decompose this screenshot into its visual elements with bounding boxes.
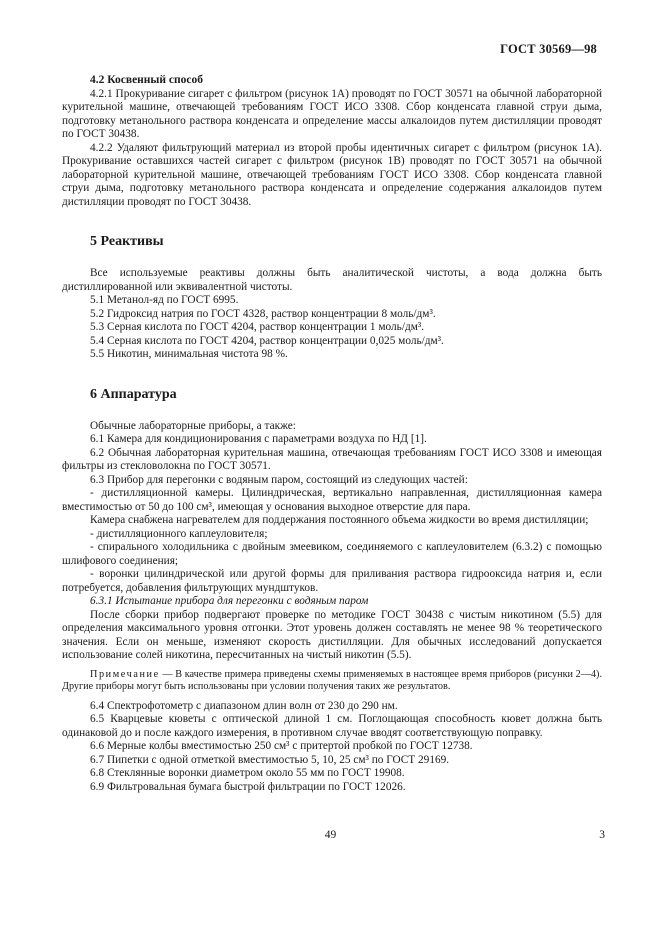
- section-6-title: 6 Аппаратура: [90, 386, 177, 402]
- paragraph-6-3-1: После сборки прибор подвергают проверке по методике ГОСТ 30438 с чистым никотином (5.5) для определения максимального уровня отгонки. Этот уровень должен составлять не менее 98 % теоретического значения. Если он меньше, изменяют скорость дистилляции. Для обычных исследований допускается использование солей никотина, пересчитанных на чистый никотин (5.5).: [62, 608, 602, 661]
- paragraph-6-3-part-chamber: - дистилляционной камеры. Цилиндрическая, вертикально направленная, дистилляционная камера вместимостью от 50 до 100 см³, имеющая у основания выходное отверстие для пара.: [62, 487, 602, 513]
- sheet-number: 3: [599, 829, 605, 841]
- note-text: — В качестве примера приведены схемы применяемых в настоящее время приборов (рисунки 2—4). Другие приборы могут быть использованы при условии получения таких же результатов.: [62, 668, 602, 692]
- paragraph-6-4: 6.4 Спектрофотометр с диапазоном длин волн от 230 до 290 нм.: [90, 699, 398, 712]
- paragraph-4-2-1: 4.2.1 Прокуривание сигарет с фильтром (рисунок 1А) проводят по ГОСТ 30571 на обычной лабораторной курительной машине, отвечающей требованиям ГОСТ ИСО 3308. Сбор конденсата главной струи дыма, подготовку метанольного раствора конденсата и определение массы алкалоидов путем дистилляции проводят по ГОСТ 30438.: [62, 87, 602, 140]
- paragraph-6-7: 6.7 Пипетки с одной отметкой вместимостью 5, 10, 25 см³ по ГОСТ 29169.: [90, 753, 450, 766]
- list-item: 5.5 Никотин, минимальная чистота 98 %.: [90, 348, 288, 360]
- section-5-intro: Все используемые реактивы должны быть аналитической чистоты, а вода должна быть дистиллированной или эквивалентной чистоты.: [62, 267, 602, 293]
- note: [62, 669, 602, 694]
- paragraph-6-3: 6.3 Прибор для перегонки с водяным паром, состоящий из следующих частей:: [90, 473, 468, 486]
- list-item: 5.1 Метанол-яд по ГОСТ 6995.: [90, 294, 239, 306]
- paragraph-6-8: 6.8 Стеклянные воронки диаметром около 55 мм по ГОСТ 19908.: [90, 767, 405, 779]
- subsection-6-3-1-title: 6.3.1 Испытание прибора для перегонки с водяным паром: [90, 595, 369, 607]
- paragraph-6-3-part-trap: - дистилляционного каплеуловителя;: [90, 527, 268, 540]
- section-6-intro: Обычные лабораторные приборы, а также:: [90, 419, 296, 432]
- paragraph-6-3-part-funnel: - воронки цилиндрической или другой формы для приливания раствора гидрооксида натрия и, если потребуется, добавления фильтрующих мундштуков.: [62, 568, 602, 594]
- paragraph-4-2-2: 4.2.2 Удаляют фильтрующий материал из второй пробы идентичных сигарет с фильтром (рисунок 1А). Прокуривание оставшихся частей сигарет с фильтром (рисунок 1В) проводят по ГОСТ 30571 на обычной лабораторной курительной машине, отвечающей требованиям ГОСТ ИСО 3308. Сбор конденсата главной струи дыма, подготовку метанольного раствора конденсата и определение содержания алкалоидов путем дистилляции проводят по ГОСТ 30438.: [62, 141, 602, 208]
- list-item: 5.3 Серная кислота по ГОСТ 4204, раствор концентрации 1 моль/дм³.: [90, 321, 425, 333]
- list-item: 5.2 Гидроксид натрия по ГОСТ 4328, раствор концентрации 8 моль/дм³.: [90, 307, 436, 320]
- paragraph-6-3-part-condenser: - спирального холодильника с двойным змеевиком, соединяемого с каплеуловителем (6.3.2) с помощью шлифового соединения;: [62, 541, 602, 567]
- page-number: 49: [324, 829, 337, 841]
- note-label: Примечание: [90, 668, 160, 680]
- paragraph-6-5: 6.5 Кварцевые кюветы с оптической длиной 1 см. Поглощающая способность кювет должна быть одинаковой до и после каждого измерения, в противном случае вводят соответствующую поправку.: [62, 713, 602, 739]
- paragraph-6-9: 6.9 Фильтровальная бумага быстрой фильтрации по ГОСТ 12026.: [90, 780, 406, 793]
- section-5-title: 5 Реактивы: [90, 234, 164, 249]
- subsection-4-2-title: 4.2 Косвенный способ: [90, 74, 204, 86]
- paragraph-6-1: 6.1 Камера для кондиционирования с параметрами воздуха по НД [1].: [90, 433, 427, 445]
- paragraph-6-6: 6.6 Мерные колбы вместимостью 250 см³ с притертой пробкой по ГОСТ 12738.: [90, 740, 473, 752]
- list-item: 5.4 Серная кислота по ГОСТ 4204, раствор концентрации 0,025 моль/дм³.: [90, 334, 444, 347]
- standard-code: ГОСТ 30569—98: [500, 42, 597, 56]
- document-body: [62, 74, 602, 794]
- paragraph-6-3-heater: Камера снабжена нагревателем для поддержания постоянного объема жидкости во время дистилляции;: [90, 514, 589, 526]
- paragraph-6-2: 6.2 Обычная лабораторная курительная машина, отвечающая требованиям ГОСТ ИСО 3308 и имеющая фильтры из стекловолокна по ГОСТ 30571.: [62, 446, 602, 472]
